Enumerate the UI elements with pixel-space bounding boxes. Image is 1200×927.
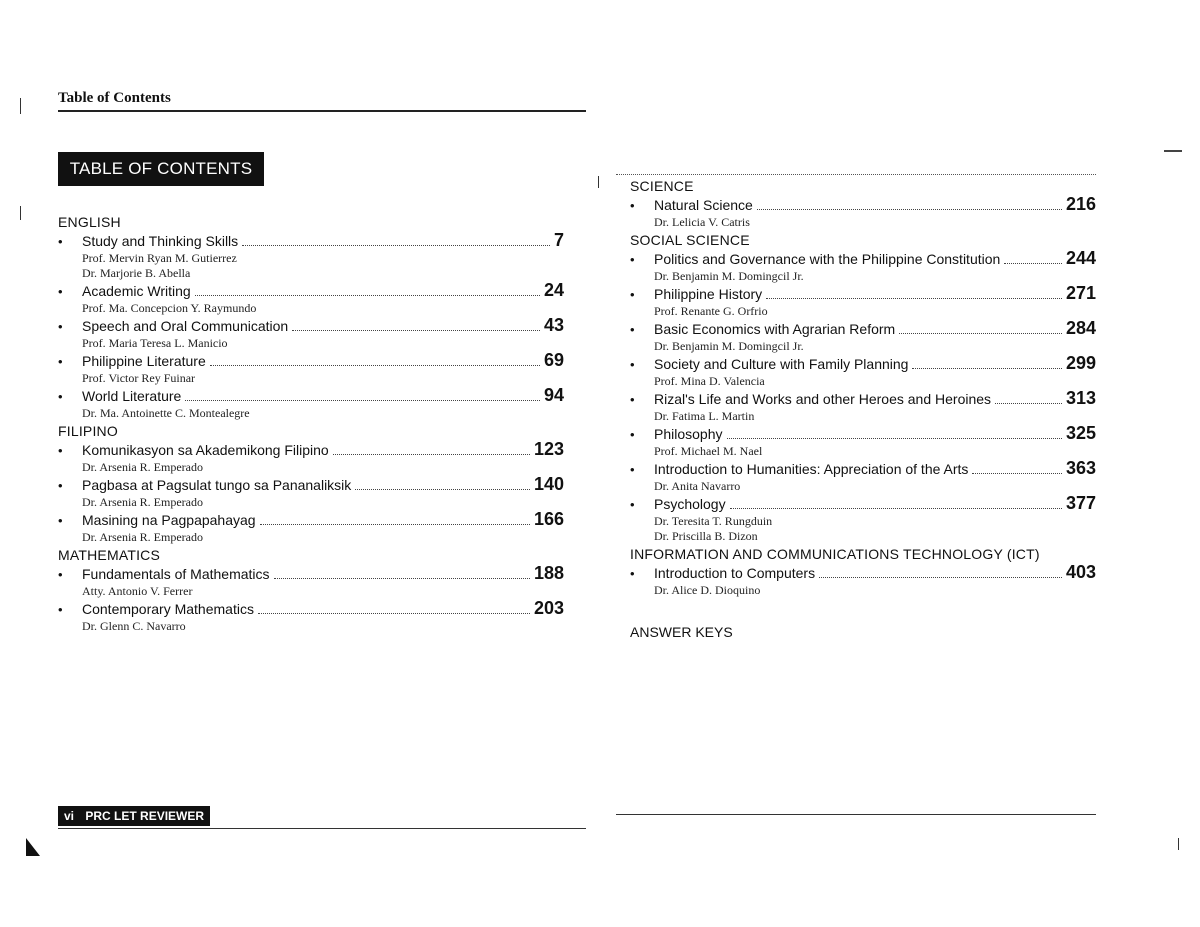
section-heading: INFORMATION AND COMMUNICATIONS TECHNOLOGY (ICT) [630, 546, 1040, 562]
toc-entry-line [630, 195, 1096, 215]
section-heading: SOCIAL SCIENCE [630, 232, 750, 248]
toc-entry-line [630, 563, 1096, 583]
bullet-icon: • [630, 322, 635, 337]
section-heading: FILIPINO [58, 423, 118, 439]
toc-entry-line [58, 386, 564, 406]
toc-entry-line [58, 564, 564, 584]
footer-rule-left [58, 828, 586, 829]
toc-entry-author: Prof. Mina D. Valencia [654, 374, 765, 388]
answer-keys-heading[interactable]: ANSWER KEYS [630, 624, 733, 640]
toc-entry-line [630, 424, 1096, 444]
toc-entry-line [630, 249, 1096, 269]
toc-entry-page: 188 [533, 563, 564, 583]
scan-mark [1164, 150, 1182, 152]
toc-entry-author: Prof. Renante G. Orfrio [654, 304, 768, 318]
toc-entry-line [58, 281, 564, 301]
toc-entry[interactable] [58, 599, 564, 634]
toc-entry-author: Dr. Benjamin M. Domingcil Jr. [654, 339, 804, 353]
toc-entry-author: Dr. Arsenia R. Emperado [82, 530, 203, 544]
toc-entry-line [630, 494, 1096, 514]
toc-entry-author: Dr. Priscilla B. Dizon [654, 529, 758, 543]
toc-entry[interactable] [58, 316, 564, 351]
toc-entry-title: Philosophy [654, 426, 723, 442]
toc-entry-title: Masining na Pagpapahayag [82, 512, 256, 528]
toc-entry-line [630, 284, 1096, 304]
toc-entry-title: Natural Science [654, 197, 753, 213]
toc-entry-page: 69 [543, 350, 564, 370]
toc-entry[interactable] [630, 319, 1096, 354]
footer-caption: PRC LET REVIEWER [85, 809, 205, 823]
dot-leader [195, 295, 540, 296]
bullet-icon: • [630, 427, 635, 442]
toc-entry-page: 363 [1065, 458, 1096, 478]
toc-entry-author: Prof. Mervin Ryan M. Gutierrez [82, 251, 237, 265]
toc-entry-line [58, 316, 564, 336]
toc-entry[interactable] [58, 386, 564, 421]
toc-entry[interactable] [58, 351, 564, 386]
toc-entry-line [58, 510, 564, 530]
bullet-icon: • [630, 357, 635, 372]
dot-leader [210, 365, 540, 366]
scan-mark [598, 176, 599, 188]
bullet-icon: • [630, 566, 635, 581]
toc-entry-author: Dr. Fatima L. Martin [654, 409, 755, 423]
toc-entry[interactable] [58, 440, 564, 475]
dot-leader [912, 368, 1061, 369]
toc-entry-author: Dr. Lelicia V. Catris [654, 215, 750, 229]
toc-entry-title: Academic Writing [82, 283, 191, 299]
toc-right-column [630, 176, 1096, 640]
right-top-rule [616, 174, 1096, 175]
toc-entry-line [630, 354, 1096, 374]
toc-entry[interactable] [630, 563, 1096, 598]
toc-entry-page: 43 [543, 315, 564, 335]
bullet-icon: • [58, 602, 63, 617]
toc-entry-title: Pagbasa at Pagsulat tungo sa Pananaliksik [82, 477, 352, 493]
toc-entry-title: Komunikasyon sa Akademikong Filipino [82, 442, 329, 458]
toc-entry-page: 123 [533, 439, 564, 459]
toc-entry[interactable] [630, 424, 1096, 459]
bullet-icon: • [58, 354, 63, 369]
toc-entry-author: Dr. Benjamin M. Domingcil Jr. [654, 269, 804, 283]
toc-entry-page: 313 [1065, 388, 1096, 408]
bullet-icon: • [630, 198, 635, 213]
bullet-icon: • [630, 497, 635, 512]
toc-entry-title: Philippine Literature [82, 353, 206, 369]
footer-page-label: vi [64, 809, 75, 823]
bullet-icon: • [58, 389, 63, 404]
toc-entry-page: 377 [1065, 493, 1096, 513]
toc-entry[interactable] [58, 231, 564, 281]
dot-leader [185, 400, 540, 401]
toc-entry[interactable] [58, 564, 564, 599]
bullet-icon: • [58, 513, 63, 528]
section-heading: MATHEMATICS [58, 547, 161, 563]
toc-entry-author: Dr. Ma. Antoinette C. Montealegre [82, 406, 250, 420]
toc-entry-title: Speech and Oral Communication [82, 318, 289, 334]
toc-entry-title: Rizal's Life and Works and other Heroes and Heroines [654, 391, 992, 407]
toc-entry-title: Basic Economics with Agrarian Reform [654, 321, 896, 337]
bullet-icon: • [58, 234, 63, 249]
toc-entry[interactable] [58, 475, 564, 510]
toc-entry-title: Society and Culture with Family Planning [654, 356, 909, 372]
toc-entry[interactable] [630, 284, 1096, 319]
toc-entry-line [630, 459, 1096, 479]
dot-leader [995, 403, 1062, 404]
toc-entry[interactable] [630, 249, 1096, 284]
dot-leader [260, 524, 530, 525]
toc-entry-author: Dr. Arsenia R. Emperado [82, 495, 203, 509]
header-rule [58, 110, 586, 112]
toc-entry-title: Introduction to Computers [654, 565, 816, 581]
toc-entry-title: Fundamentals of Mathematics [82, 566, 270, 582]
footer-badge [58, 806, 210, 826]
toc-entry-page: 94 [543, 385, 564, 405]
bullet-icon: • [630, 392, 635, 407]
toc-entry[interactable] [630, 389, 1096, 424]
bullet-icon: • [58, 478, 63, 493]
toc-entry-author: Prof. Maria Teresa L. Manicio [82, 336, 228, 350]
toc-entry-line [58, 231, 564, 251]
toc-entry-title: Contemporary Mathematics [82, 601, 254, 617]
toc-entry-author: Dr. Anita Navarro [654, 479, 741, 493]
toc-entry-page: 7 [553, 230, 564, 250]
dot-leader [1004, 263, 1062, 264]
toc-entry-author: Atty. Antonio V. Ferrer [82, 584, 193, 598]
toc-entry-author: Prof. Ma. Concepcion Y. Raymundo [82, 301, 257, 315]
dot-leader [972, 473, 1062, 474]
toc-entry-title: Psychology [654, 496, 726, 512]
toc-entry-line [630, 319, 1096, 339]
scan-mark [20, 98, 21, 114]
toc-entry-line [630, 389, 1096, 409]
dot-leader [727, 438, 1062, 439]
toc-entry[interactable] [630, 459, 1096, 494]
toc-entry-page: 299 [1065, 353, 1096, 373]
toc-entry-title: World Literature [82, 388, 182, 404]
dot-leader [730, 508, 1062, 509]
toc-entry-page: 24 [543, 280, 564, 300]
toc-entry-page: 203 [533, 598, 564, 618]
page-header-title: Table of Contents [58, 90, 171, 106]
toc-entry-author: Prof. Michael M. Nael [654, 444, 763, 458]
toc-entry[interactable] [58, 281, 564, 316]
dot-leader [274, 578, 530, 579]
dot-leader [355, 489, 530, 490]
dot-leader [757, 209, 1062, 210]
toc-entry-page: 244 [1065, 248, 1096, 268]
footer-rule-right [616, 814, 1096, 815]
toc-entry-line [58, 440, 564, 460]
toc-entry-page: 325 [1065, 423, 1096, 443]
scan-mark [1178, 838, 1179, 850]
toc-entry-title: Introduction to Humanities: Appreciation of the Arts [654, 461, 969, 477]
bullet-icon: • [58, 567, 63, 582]
toc-banner: TABLE OF CONTENTS [58, 152, 264, 186]
toc-entry-line [58, 599, 564, 619]
dot-leader [242, 245, 550, 246]
dot-leader [292, 330, 540, 331]
bullet-icon: • [58, 443, 63, 458]
toc-entry-page: 271 [1065, 283, 1096, 303]
bullet-icon: • [630, 462, 635, 477]
section-heading: ENGLISH [58, 214, 121, 230]
bullet-icon: • [58, 284, 63, 299]
bullet-icon: • [58, 319, 63, 334]
toc-entry-title: Study and Thinking Skills [82, 233, 239, 249]
bullet-icon: • [630, 252, 635, 267]
toc-entry-author: Dr. Marjorie B. Abella [82, 266, 191, 280]
scan-mark [20, 206, 21, 220]
toc-entry[interactable] [630, 354, 1096, 389]
toc-left-column [58, 212, 564, 634]
toc-entry-line [58, 475, 564, 495]
toc-entry-title: Politics and Governance with the Philippine Constitution [654, 251, 1001, 267]
dot-leader [766, 298, 1062, 299]
corner-mark [26, 838, 40, 856]
toc-entry-page: 166 [533, 509, 564, 529]
toc-entry[interactable] [58, 510, 564, 545]
toc-entry-author: Dr. Alice D. Dioquino [654, 583, 761, 597]
toc-entry-author: Prof. Victor Rey Fuinar [82, 371, 196, 385]
toc-entry[interactable] [630, 494, 1096, 544]
toc-entry-page: 284 [1065, 318, 1096, 338]
toc-entry-author: Dr. Arsenia R. Emperado [82, 460, 203, 474]
bullet-icon: • [630, 287, 635, 302]
dot-leader [819, 577, 1062, 578]
dot-leader [899, 333, 1062, 334]
toc-entry-author: Dr. Glenn C. Navarro [82, 619, 186, 633]
toc-entry-author: Dr. Teresita T. Rungduin [654, 514, 773, 528]
toc-entry-page: 403 [1065, 562, 1096, 582]
toc-entry[interactable] [630, 195, 1096, 230]
section-heading: SCIENCE [630, 178, 694, 194]
dot-leader [333, 454, 530, 455]
toc-entry-page: 216 [1065, 194, 1096, 214]
toc-entry-line [58, 351, 564, 371]
toc-entry-title: Philippine History [654, 286, 763, 302]
toc-entry-page: 140 [533, 474, 564, 494]
dot-leader [258, 613, 530, 614]
